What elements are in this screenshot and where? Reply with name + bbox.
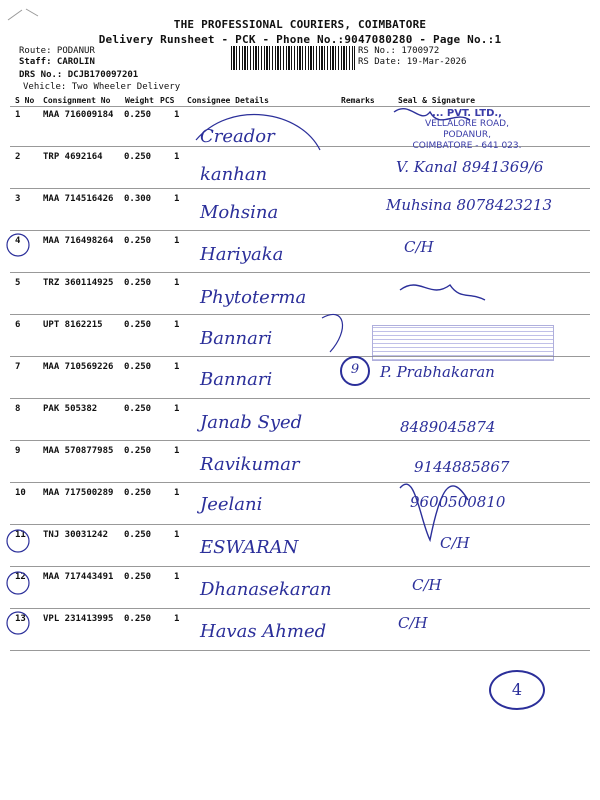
route-label: Route: PODANUR xyxy=(19,46,95,56)
runsheet-subtitle: Delivery Runsheet - PCK - Phone No.:9047080280 - Page No.:1 xyxy=(98,33,502,46)
row-pcs: 1 xyxy=(174,320,180,330)
row-consignment-no: UPT 8162215 xyxy=(43,320,103,330)
barcode xyxy=(231,46,355,70)
col-remarks: Remarks xyxy=(341,96,375,105)
row-weight: 0.250 xyxy=(124,488,152,498)
row-signature-handwriting: V. Kanal 8941369/6 xyxy=(396,158,544,176)
row-consignee-handwriting: Mohsina xyxy=(200,202,279,223)
row-consignment-no: MAA 570877985 xyxy=(43,446,114,456)
row-consignment-no: MAA 710569226 xyxy=(43,362,114,372)
row-consignment-no: MAA 714516426 xyxy=(43,194,114,204)
row-consignee-handwriting: Havas Ahmed xyxy=(200,621,327,642)
row-sno: 13 xyxy=(15,614,26,624)
row-divider xyxy=(10,482,590,483)
row-consignee-handwriting: Creador xyxy=(200,126,275,147)
row-pcs: 1 xyxy=(174,446,180,456)
row-pcs: 1 xyxy=(174,152,180,162)
row-signature-handwriting: Muhsina 8078423213 xyxy=(386,196,552,214)
row-pcs: 1 xyxy=(174,572,180,582)
row-pcs: 1 xyxy=(174,404,180,414)
row-weight: 0.250 xyxy=(124,278,152,288)
col-consignee: Consignee Details xyxy=(187,96,269,105)
row-pcs: 1 xyxy=(174,488,180,498)
row-divider xyxy=(10,650,590,651)
row-pcs: 1 xyxy=(174,362,180,372)
col-weight: Weight xyxy=(125,96,154,105)
row-signature-handwriting: P. Prabhakaran xyxy=(380,363,495,381)
row-divider xyxy=(10,314,590,315)
row-weight: 0.250 xyxy=(124,446,152,456)
page-number-circle: 4 xyxy=(489,670,545,710)
row-sno: 3 xyxy=(15,194,21,204)
row-signature-handwriting: 8489045874 xyxy=(400,418,496,436)
row-pcs: 1 xyxy=(174,194,180,204)
row-divider xyxy=(10,272,590,273)
row-sno: 7 xyxy=(15,362,21,372)
row-signature-handwriting: 9144885867 xyxy=(414,458,510,476)
row-consignment-no: PAK 505382 xyxy=(43,404,98,414)
row-consignment-no: MAA 716009184 xyxy=(43,110,114,120)
row-sno: 2 xyxy=(15,152,21,162)
row-divider xyxy=(10,566,590,567)
row-sno: 6 xyxy=(15,320,21,330)
header-rule xyxy=(10,106,590,107)
row-divider xyxy=(10,440,590,441)
row-weight: 0.250 xyxy=(124,236,152,246)
row-consignee-handwriting: Jeelani xyxy=(200,494,263,515)
row-weight: 0.250 xyxy=(124,320,152,330)
drs-number: DRS No.: DCJB170097201 xyxy=(19,70,139,80)
row-sno: 12 xyxy=(15,572,26,582)
row-sno: 1 xyxy=(15,110,21,120)
row-weight: 0.250 xyxy=(124,110,152,120)
rs-date: RS Date: 19-Mar-2026 xyxy=(358,57,467,67)
staff-label: Staff: CAROLIN xyxy=(19,57,95,67)
row-mark-circle: 9 xyxy=(340,356,370,386)
row-consignment-no: TNJ 30031242 xyxy=(43,530,109,540)
row-divider xyxy=(10,608,590,609)
row-weight: 0.250 xyxy=(124,572,152,582)
row-consignee-handwriting: Phytoterma xyxy=(200,287,307,308)
row-consignee-handwriting: Bannari xyxy=(200,328,273,349)
row-divider xyxy=(10,230,590,231)
row-signature-handwriting: C/H xyxy=(440,534,470,552)
row-weight: 0.250 xyxy=(124,152,152,162)
row-divider xyxy=(10,188,590,189)
vehicle-label: Vehicle: Two Wheeler Delivery xyxy=(23,82,181,92)
row-signature-handwriting: C/H xyxy=(404,238,434,256)
row-sno: 4 xyxy=(15,236,21,246)
row-sno: 5 xyxy=(15,278,21,288)
row-sno: 10 xyxy=(15,488,26,498)
row-pcs: 1 xyxy=(174,278,180,288)
row-sno: 11 xyxy=(15,530,26,540)
row-pcs: 1 xyxy=(174,614,180,624)
row-consignment-no: MAA 717443491 xyxy=(43,572,114,582)
row-consignment-no: TRP 4692164 xyxy=(43,152,103,162)
row-consignee-handwriting: ESWARAN xyxy=(200,537,299,558)
row-signature-handwriting: C/H xyxy=(412,576,442,594)
row-consignment-no: TRZ 360114925 xyxy=(43,278,114,288)
row-consignee-handwriting: kanhan xyxy=(200,164,268,185)
row-divider xyxy=(10,524,590,525)
row-consignee-handwriting: Ravikumar xyxy=(200,454,300,475)
row-weight: 0.300 xyxy=(124,194,152,204)
faded-stamp xyxy=(372,325,554,361)
company-stamp: ... PVT. LTD., VELLALORE ROAD, PODANUR, COIMBATORE - 641 023. xyxy=(412,108,522,151)
row-weight: 0.250 xyxy=(124,530,152,540)
row-consignee-handwriting: Dhanasekaran xyxy=(200,579,332,600)
row-sno: 9 xyxy=(15,446,21,456)
col-consignment: Consignment No xyxy=(43,96,111,105)
row-weight: 0.250 xyxy=(124,614,152,624)
row-pcs: 1 xyxy=(174,236,180,246)
row-signature-handwriting: 9600500810 xyxy=(410,493,506,511)
row-consignment-no: MAA 717500289 xyxy=(43,488,114,498)
col-pcs: PCS xyxy=(160,96,175,105)
row-divider xyxy=(10,398,590,399)
row-consignment-no: VPL 231413995 xyxy=(43,614,114,624)
row-consignee-handwriting: Hariyaka xyxy=(200,244,284,265)
row-pcs: 1 xyxy=(174,530,180,540)
col-seal-signature: Seal & Signature xyxy=(398,96,476,105)
row-pcs: 1 xyxy=(174,110,180,120)
company-title: THE PROFESSIONAL COURIERS, COIMBATORE xyxy=(173,18,427,31)
row-consignee-handwriting: Bannari xyxy=(200,369,273,390)
col-sno: S No xyxy=(15,96,35,105)
rs-number: RS No.: 1700972 xyxy=(358,46,440,56)
row-weight: 0.250 xyxy=(124,362,152,372)
row-consignment-no: MAA 716498264 xyxy=(43,236,114,246)
row-signature-handwriting: C/H xyxy=(398,614,428,632)
row-consignee-handwriting: Janab Syed xyxy=(200,412,303,433)
row-sno: 8 xyxy=(15,404,21,414)
row-weight: 0.250 xyxy=(124,404,152,414)
